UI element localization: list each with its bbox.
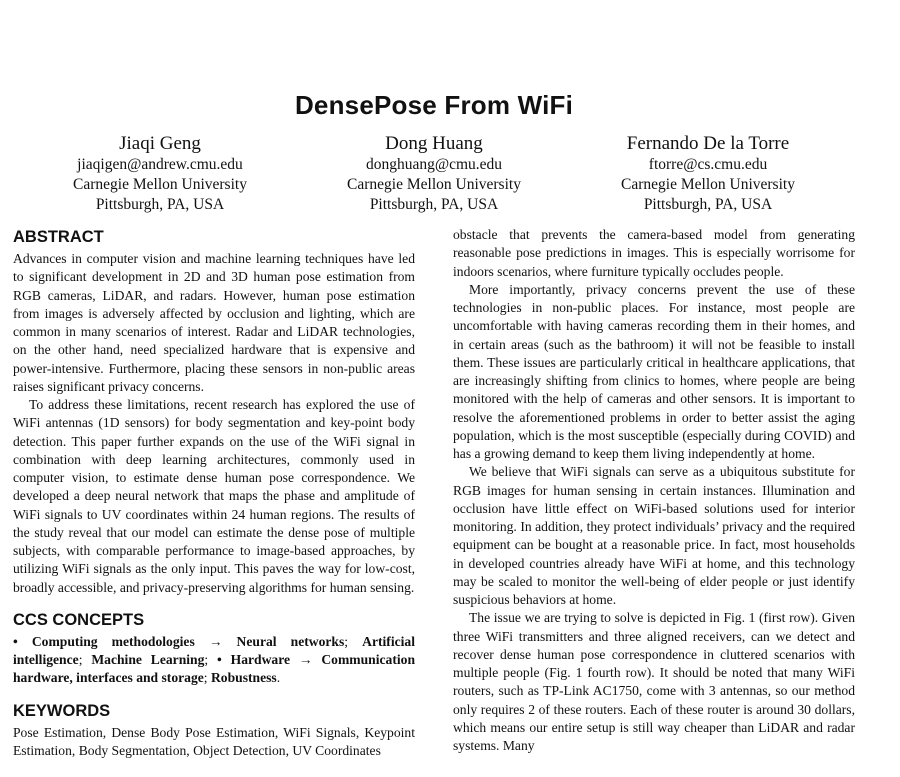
- ccs-separator: ;: [78, 652, 92, 667]
- author-email: ftorre@cs.cmu.edu: [648, 156, 768, 173]
- author-email: jiaqigen@andrew.cmu.edu: [77, 156, 243, 173]
- author-location: Pittsburgh, PA, USA: [369, 196, 499, 213]
- ccs-arrow: →: [290, 652, 322, 667]
- keywords-text: Pose Estimation, Dense Body Pose Estimation, WiFi Signals, Keypoint Estimation, Body Segmentation, Object Detection, UV Coordinates: [13, 724, 415, 758]
- ccs-separator: ;: [344, 633, 363, 649]
- abstract-heading: ABSTRACT: [13, 228, 104, 246]
- ccs-end: .: [276, 670, 281, 686]
- right-column: [453, 226, 855, 755]
- left-column: [13, 226, 415, 760]
- author-2: [294, 132, 574, 215]
- ccs-term: Communication hardware, interfaces and storage: [13, 652, 416, 686]
- author-name: Dong Huang: [385, 133, 483, 154]
- ccs-concepts: [13, 633, 415, 688]
- ccs-separator: ;: [204, 652, 218, 667]
- abstract-paragraph: To address these limitations, recent research has explored the use of WiFi antennas (1D sensors) for body segmentation and key-point body detection. This paper further expands on the use of the WiFi signal in combination with deep learning architectures, commonly used in computer vision, to estimate dense human pose correspondence. We developed a deep neural network that maps the phase and amplitude of WiFi signals to UV coordinates within 24 human regions. The results of the study reveal that our model can estimate the dense pose of multiple subjects, with comparable performance to image-based approaches, by utilizing WiFi signals as the only input. This paves the way for low-cost, broadly accessible, and privacy-preserving algorithms for human sensing.: [13, 397, 415, 595]
- body-paragraph: We believe that WiFi signals can serve as a ubiquitous substitute for RGB images for human sensing in certain instances. Illumination and occlusion have little effect on WiFi-based solutions used for interior monitoring. In addition, they protect individuals’ privacy and the required equipment can be bought at a reasonable price. In fact, most households in developed countries already have WiFi at home, and this technology may be scaled to monitor the well-being of elder people or just identify suspicious behaviors at home.: [453, 464, 855, 607]
- ccs-term: Artificial intelligence: [13, 633, 415, 667]
- body-paragraph: obstacle that prevents the camera-based model from generating reasonable pose predictions in images. This is especially worrisome for indoors scenarios, where furniture typically occludes people.: [453, 227, 855, 279]
- ccs-arrow: →: [194, 633, 237, 649]
- body-paragraph: The issue we are trying to solve is depicted in Fig. 1 (first row). Given three WiFi transmitters and three aligned receivers, can we detect and recover dense human pose correspondence in cluttered scenarios with multiple people (Fig. 1 fourth row). It should be noted that many WiFi routers, such as TP-Link AC1750, come with 3 antennas, so our method only requires 2 of these routers. Each of these router is around 30 dollars, which means our entire setup is still way cheaper than LiDAR and radar systems. Many: [453, 610, 855, 753]
- author-location: Pittsburgh, PA, USA: [643, 196, 773, 213]
- ccs-term: Machine Learning: [91, 652, 205, 667]
- body-paragraph: More importantly, privacy concerns prevent the use of these technologies in non-public places. For instance, most people are uncomfortable with having cameras recording them in their homes, and in certain areas (such as the bathroom) it will not be feasible to install them. These issues are particularly critical in healthcare applications, that are increasingly shifting from clinics to homes, where people are being monitored with the help of cameras and other sensors. It is important to resolve the aforementioned problems in order to better assist the aging population, which is the most susceptible (especially during COVID) and has a growing demand to keep them living independently at home.: [453, 281, 855, 461]
- ccs-heading: CCS CONCEPTS: [13, 610, 145, 629]
- abstract-paragraph: Advances in computer vision and machine learning techniques have led to significant development in 2D and 3D human pose estimation from RGB cameras, LiDAR, and radars. However, human pose estimation from images is adversely affected by occlusion and lighting, which are common in many scenarios of interest. Radar and LiDAR technologies, on the other hand, need specialized hardware that is expensive and power-intensive. Furthermore, placing these sensors in non-public areas raises significant privacy concerns.: [13, 251, 415, 394]
- paper-title: DensePose From WiFi: [294, 90, 574, 120]
- author-name: Jiaqi Geng: [119, 133, 201, 154]
- ccs-term: Robustness: [210, 670, 277, 686]
- author-affiliation: Carnegie Mellon University: [347, 176, 521, 193]
- ccs-term: • Computing methodologies: [13, 633, 195, 649]
- ccs-term: Neural networks: [236, 633, 345, 649]
- author-name: Fernando De la Torre: [626, 133, 790, 154]
- author-location: Pittsburgh, PA, USA: [95, 196, 225, 213]
- author-3: [568, 132, 848, 215]
- ccs-separator: ;: [203, 670, 211, 686]
- ccs-term: • Hardware: [217, 652, 291, 667]
- author-affiliation: Carnegie Mellon University: [73, 176, 247, 193]
- author-email: donghuang@cmu.edu: [365, 156, 503, 173]
- author-1: [20, 132, 300, 215]
- author-affiliation: Carnegie Mellon University: [621, 176, 795, 193]
- keywords-heading: KEYWORDS: [13, 701, 111, 720]
